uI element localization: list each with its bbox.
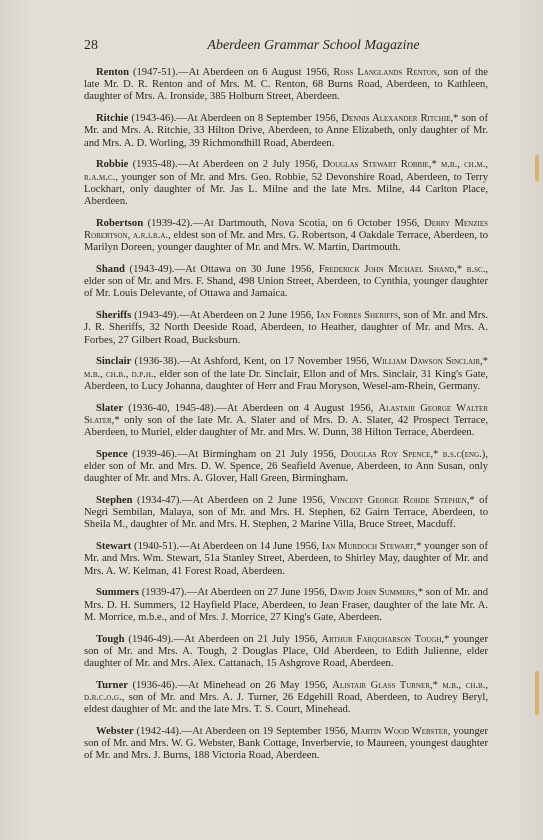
entry-robertson: Robertson (1939-42).—At Dartmouth, Nova Scotia, on 6 October 1956, Derry Menzies Robertson, a.r.i.b.a., eldest son of Mr. and Mrs. G. Robertson, 4 Oakdale Terrace, Aberdeen, to Marilyn Doreen, younger daughter of Mr. and Mrs. W. Martin, Dartmouth. [84,217,489,254]
entry-stephen: Stephen (1934-47).—At Aberdeen on 2 June 1956, Vincent George Rohde Stephen,* of Negri Sembilan, Malaya, son of Mr. and Mrs. H. Stephen, 62 Gairn Terrace, Aberdeen, to Sheila M., daughter of Mr. and Mrs. H. Stephen, 2 Marine Villa, Bruce Street, Macduff. [84,495,488,531]
entry-renton: Renton (1947-51).—At Aberdeen on 6 August 1956, Ross Langlands Renton, son of the late Mr. D. R. Renton and of Mrs. M. C. Renton, 68 Burns Road, Aberdeen, to Kathleen, daughter of Mrs. A. Ironside, 385 Holburn Street, Aberdeen. [84,67,488,103]
entry-robbie: Robbie (1935-48).—At Aberdeen on 2 July 1956, Douglas Stewart Robbie,* m.b., ch.m., r.a.m.c., younger son of Mr. and Mrs. Geo. Robbie, 52 Devonshire Road, Aberdeen, to Terry Lockhart, only daughter of Mr. Jas L. Milne and the late Mrs. Milne, 44 Carlton Place, Aberdeen. [84,159,489,208]
marriage-entries [84,67,488,772]
page-stain-mark [535,671,539,715]
entry-shand: Shand (1943-49).—At Ottawa on 30 June 1956, Frederick John Michael Shand,* b.sc., elder son of Mr. and Mrs. F. Shand, 498 Union Street, Aberdeen, to Cynthia, younger daughter of Mr. Louis Delevante, of Ottawa and Jamaica. [84,264,488,300]
entry-webster: Webster (1942-44).—At Aberdeen on 19 September 1956, Martin Wood Webster, younger son of Mr. and Mrs. W. G. Webster, Bank Cottage, Inverbervie, to Maureen, youngest daughter of Mr. and Mrs. J. Burns, 188 Victoria Road, Aberdeen. [84,726,488,762]
page-number: 28 [84,38,98,53]
page-stain-mark [535,155,539,181]
entry-slater: Slater (1936-40, 1945-48).—At Aberdeen on 4 August 1956, Alastair George Walter Slater,* only son of the late Mr. A. Slater and of Mrs. D. A. Slater, 42 Prospect Terrace, Aberdeen, to Muriel, elder daughter of Mr. and Mrs. W. Dunn, 38 Hilton Terrace, Aberdeen. [84,402,488,439]
entry-spence: Spence (1939-46).—At Birmingham on 21 July 1956, Douglas Roy Spence,* b.s.c(eng.), elder son of Mr. and Mrs. D. W. Spence, 26 Seafield Avenue, Aberdeen, to Ann Susan, only daughter of Mr. and Mrs. A. Glover, Hall Green, Birmingham. [84,448,488,485]
entry-sinclair: Sinclair (1936-38).—At Ashford, Kent, on 17 November 1956, William Dawson Sinclair,* m.b., ch.b., d.p.h., elder son of the late Dr. Sinclair, Ellon and of Mrs. Sinclair, 31 King's Gate, Aberdeen, to Lucy Johanna, daughter of Herr and Frau Moryson, Wesel-am-Rhein, Germany. [84,356,488,392]
entry-tough: Tough (1946-49).—At Aberdeen on 21 July 1956, Arthur Farquharson Tough,* younger son of Mr. and Mrs. A. Tough, 2 Douglas Place, Old Aberdeen, to Edith Julienne, elder daughter of Mr. and Mrs. Alex. Cattanach, 15 Ashgrove Road, Aberdeen. [84,633,488,670]
page-header [84,38,503,56]
entry-stewart: Stewart (1940-51).—At Aberdeen on 14 June 1956, Ian Murdoch Stewart,* younger son of Mr. and Mrs. Wm. Stewart, 51a Stanley Street, Aberdeen, to Shirley May, daughter of Mr. and Mrs. A. W. Kelman, 41 Forest Road, Aberdeen. [84,541,488,577]
journal-title: Aberdeen Grammar School Magazine [207,38,420,53]
entry-sheriffs: Sheriffs (1943-49).—At Aberdeen on 2 June 1956, Ian Forbes Sheriffs, son of Mr. and Mrs. J. R. Sheriffs, 32 North Deeside Road, Aberdeen, to Heather, daughter of Mr. and Mrs. A. Forbes, 27 Gilbert Road, Bucksburn. [84,310,488,346]
entry-summers: Summers (1939-47).—At Aberdeen on 27 June 1956, David John Summers,* son of Mr. and Mrs. D. H. Summers, 12 Hayfield Place, Aberdeen, to Jean Fraser, daughter of the late Mr. A. M. Morrice, m.b.e., and of Mrs. J. Morrice, 27 King's Gate, Aberdeen. [84,587,488,623]
entry-ritchie: Ritchie (1943-46).—At Aberdeen on 8 September 1956, Dennis Alexander Ritchie,* son of Mr. and Mrs. A. Ritchie, 33 Hilton Drive, Aberdeen, to Anne Elizabeth, only daughter of Mr. and Mrs. A. D. Worling, 39 Richmondhill Road, Aberdeen. [84,113,489,149]
entry-turner: Turner (1936-46).—At Minehead on 26 May 1956, Alistair Glass Turner,* m.b., ch.b., d.r.c.o.g., son of Mr. and Mrs. A. J. Turner, 26 Edgehill Road, Aberdeen, to Audrey Beryl, eldest daughter of Mr. and the late Mrs. T. S. Court, Minehead. [84,679,488,716]
